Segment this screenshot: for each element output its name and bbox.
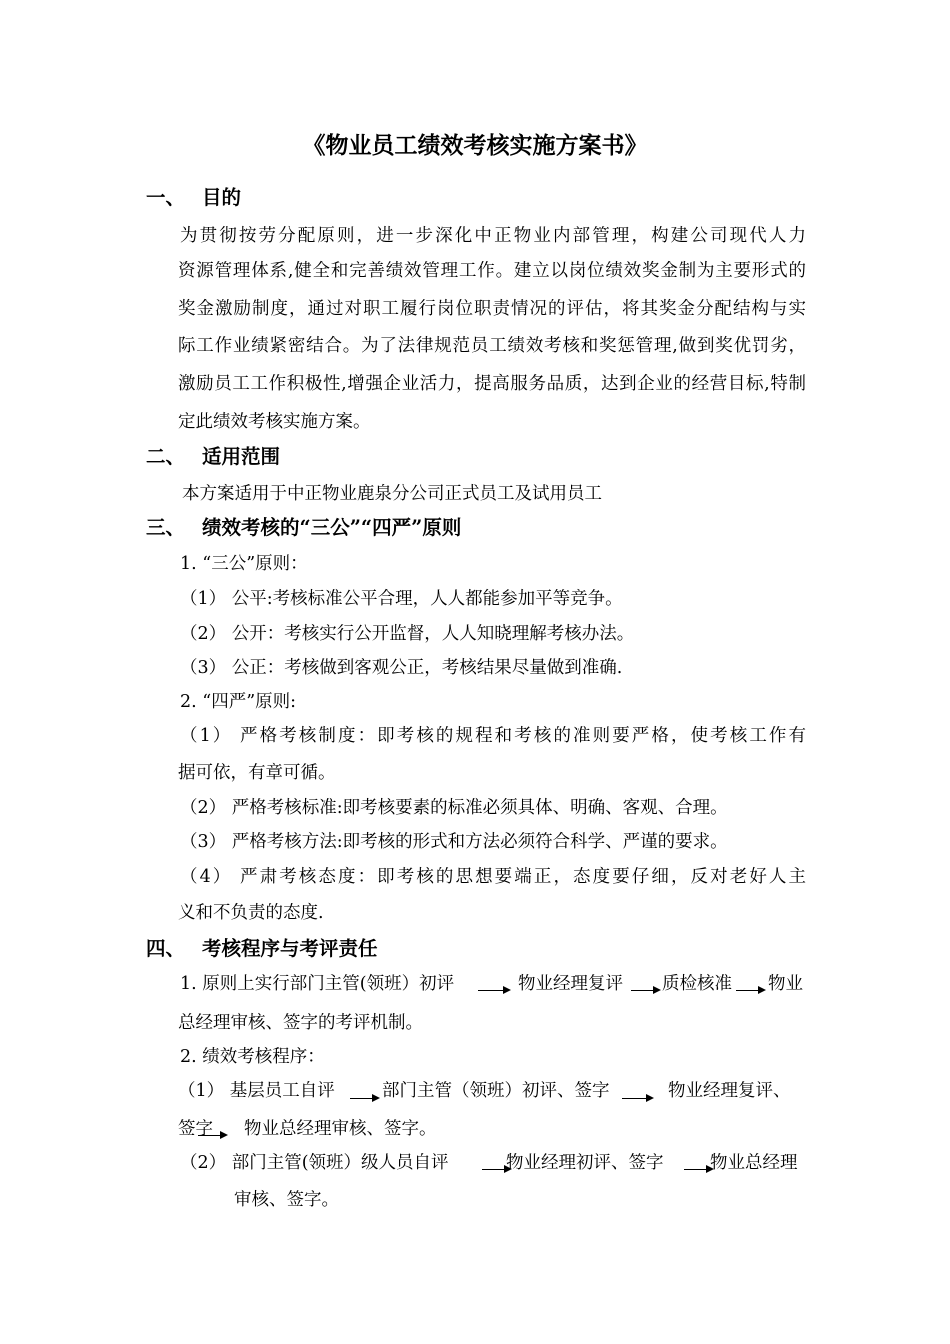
list-item: （2） 公开：考核实行公开监督，人人知晓理解考核办法。 xyxy=(180,624,635,644)
paragraph-line: 资源管理体系,健全和完善绩效管理工作。建立以岗位绩效奖金制为主要形式的 xyxy=(178,261,806,281)
paragraph-line: 际工作业绩紧密结合。为了法律规范员工绩效考核和奖惩管理,做到奖优罚劣， xyxy=(178,336,806,356)
list-item: （2） 严格考核标准:即考核要素的标准必须具体、明确、客观、合理。 xyxy=(180,798,728,818)
list-item: 1. “三公”原则： xyxy=(180,554,308,574)
flow-step: （2） 部门主管(领班）级人员自评 xyxy=(180,1153,449,1173)
flow-step: 质检核准 xyxy=(662,974,732,994)
arrow-right-icon xyxy=(736,985,766,995)
section-title: 适用范围 xyxy=(202,445,281,468)
list-item: （3） 严格考核方法:即考核的形式和方法必须符合科学、严谨的要求。 xyxy=(180,832,728,852)
list-item: 2. “四严”原则: xyxy=(180,692,297,712)
paragraph-line: 本方案适用于中正物业鹿泉分公司正式员工及试用员工 xyxy=(182,484,602,504)
list-item: （3） 公正：考核做到客观公正，考核结果尽量做到准确. xyxy=(180,658,623,678)
section-title: 考核程序与考评责任 xyxy=(202,937,378,960)
flow-step: 物业经理复评 xyxy=(518,974,623,994)
flow-step: （1） 基层员工自评 xyxy=(178,1081,335,1101)
section-title: 目的 xyxy=(202,186,242,209)
section-number: 一、 xyxy=(146,186,186,209)
list-item: （1） 严格考核制度：即考核的规程和考核的准则要严格，使考核工作有 xyxy=(180,726,806,746)
flow-step: 物业经理初评、签字 xyxy=(506,1153,664,1173)
paragraph-line: 定此绩效考核实施方案。 xyxy=(178,412,371,432)
section-number: 二、 xyxy=(146,445,186,468)
flow-step: 物业 xyxy=(768,974,803,994)
list-item-continued: 据可依，有章可循。 xyxy=(178,763,336,783)
list-item-continued: 义和不负责的态度. xyxy=(178,903,324,923)
section-number: 四、 xyxy=(146,937,186,960)
section-number: 三、 xyxy=(146,516,186,539)
flow-step: 物业经理复评、 xyxy=(668,1081,791,1101)
arrow-right-icon xyxy=(622,1093,654,1103)
list-item-continued: 审核、签字。 xyxy=(234,1190,339,1210)
list-item: （1） 公平:考核标准公平合理，人人都能参加平等竞争。 xyxy=(180,589,623,609)
list-item-continued: 总经理审核、签字的考评机制。 xyxy=(178,1013,423,1033)
paragraph-line: 奖金激励制度，通过对职工履行岗位职责情况的评估，将其奖金分配结构与实 xyxy=(178,299,806,319)
paragraph-line: 激励员工工作积极性,增强企业活力，提高服务品质，达到企业的经营目标,特制 xyxy=(178,374,806,394)
list-item: （4） 严肃考核态度：即考核的思想要端正，态度要仔细，反对老好人主 xyxy=(180,867,806,887)
flow-step: 签字 xyxy=(178,1119,213,1139)
document-title: 《物业员工绩效考核实施方案书》 xyxy=(302,132,648,159)
arrow-right-icon xyxy=(198,1130,228,1140)
paragraph-line: 为贯彻按劳分配原则，进一步深化中正物业内部管理，构建公司现代人力 xyxy=(180,226,806,246)
flow-step: 物业总经理审核、签字。 xyxy=(244,1119,437,1139)
arrow-right-icon xyxy=(631,985,661,995)
flow-step: 物业总经理 xyxy=(710,1153,798,1173)
flow-step: 部门主管（领班）初评、签字 xyxy=(382,1081,610,1101)
arrow-right-icon xyxy=(478,985,511,995)
section-heading-1 xyxy=(146,184,241,212)
flow-step: 1. 原则上实行部门主管(领班）初评 xyxy=(180,974,455,994)
section-heading-2 xyxy=(146,443,280,471)
section-title: 绩效考核的“三公”“四严”原则 xyxy=(202,516,462,539)
arrow-right-icon xyxy=(350,1093,380,1103)
section-heading-4 xyxy=(146,935,378,963)
list-item: 2. 绩效考核程序： xyxy=(180,1047,325,1067)
section-heading-3 xyxy=(146,514,461,542)
